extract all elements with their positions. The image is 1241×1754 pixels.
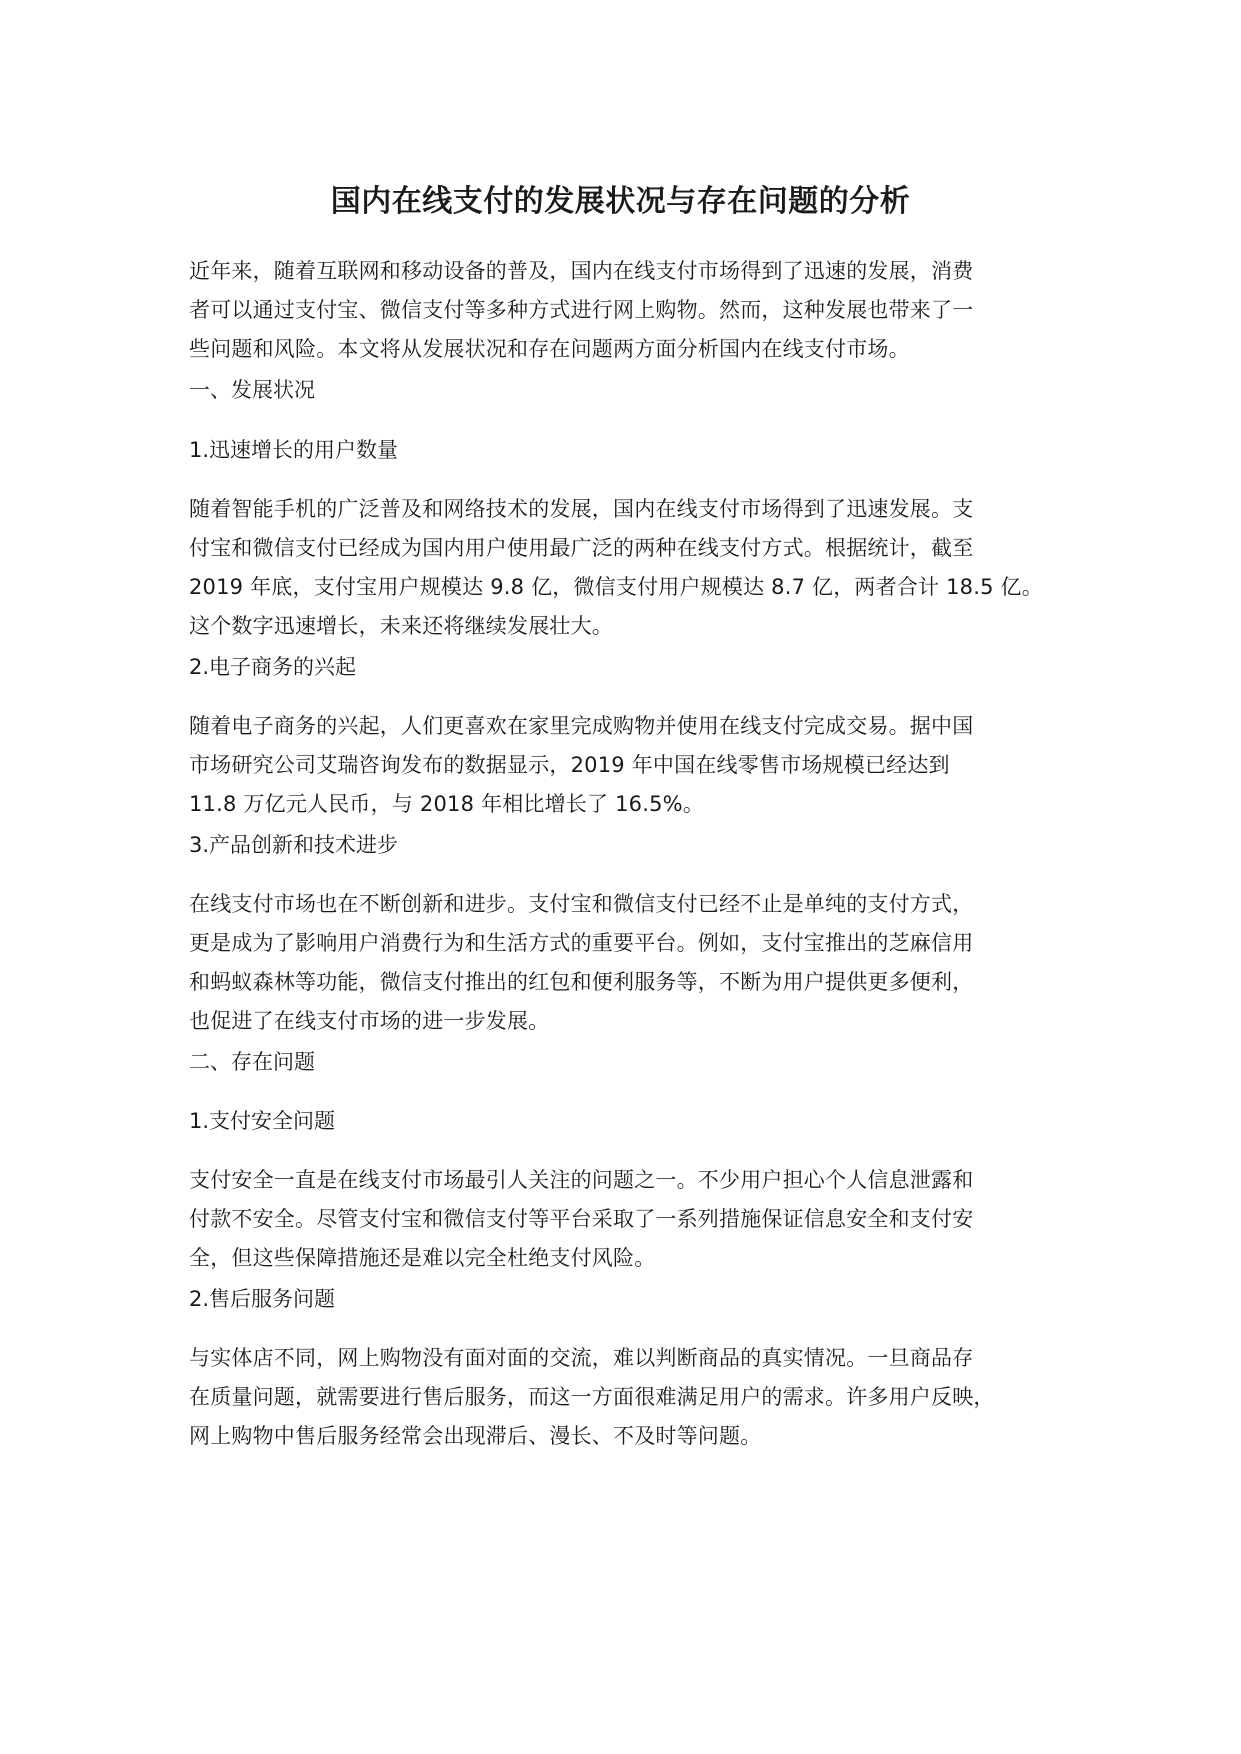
section-heading-problems: 二、存在问题 [189,1050,315,1074]
section-heading-development: 一、发展状况 [189,378,315,402]
text-line: 随着电子商务的兴起，人们更喜欢在家里完成购物并使用在线支付完成交易。据中国 [189,714,974,738]
paragraph-user-growth [189,490,1089,646]
paragraph-ecommerce [189,707,1089,824]
text-line: 市场研究公司艾瑞咨询发布的数据显示，2019 年中国在线零售市场规模已经达到 [189,753,950,777]
paragraph-security [189,1161,1089,1278]
subsection-heading-user-growth: 1.迅速增长的用户数量 [189,438,399,462]
text-line: 与实体店不同，网上购物没有面对面的交流，难以判断商品的真实情况。一旦商品存 [189,1346,974,1370]
paragraph-innovation [189,885,1089,1041]
text-line: 和蚂蚁森林等功能，微信支付推出的红包和便利服务等，不断为用户提供更多便利， [189,970,974,994]
text-line: 全，但这些保障措施还是难以完全杜绝支付风险。 [189,1246,656,1270]
subsection-heading-security: 1.支付安全问题 [189,1109,336,1133]
subsection-heading-ecommerce: 2.电子商务的兴起 [189,655,357,679]
text-line: 近年来，随着互联网和移动设备的普及，国内在线支付市场得到了迅速的发展，消费 [189,259,974,283]
text-line: 也促进了在线支付市场的进一步发展。 [189,1009,550,1033]
text-line: 随着智能手机的广泛普及和网络技术的发展，国内在线支付市场得到了迅速发展。支 [189,497,974,521]
text-line: 些问题和风险。本文将从发展状况和存在问题两方面分析国内在线支付市场。 [189,337,910,361]
text-line: 网上购物中售后服务经常会出现滞后、漫长、不及时等问题。 [189,1424,762,1448]
subsection-heading-innovation: 3.产品创新和技术进步 [189,833,399,857]
text-line: 这个数字迅速增长，未来还将继续发展壮大。 [189,614,613,638]
document-title: 国内在线支付的发展状况与存在问题的分析 [330,184,911,219]
paragraph-after-sales [189,1339,1089,1456]
text-line: 2019 年底，支付宝用户规模达 9.8 亿，微信支付用户规模达 8.7 亿，两者合计 18.5 亿。 [189,575,1043,599]
intro-paragraph [189,252,1089,369]
text-line: 11.8 万亿元人民币，与 2018 年相比增长了 16.5%。 [189,792,705,816]
text-line: 付宝和微信支付已经成为国内用户使用最广泛的两种在线支付方式。根据统计，截至 [189,536,974,560]
text-line: 在质量问题，就需要进行售后服务，而这一方面很难满足用户的需求。许多用户反映， [189,1385,995,1409]
text-line: 者可以通过支付宝、微信支付等多种方式进行网上购物。然而，这种发展也带来了一 [189,298,974,322]
subsection-heading-after-sales: 2.售后服务问题 [189,1287,336,1311]
text-line: 支付安全一直是在线支付市场最引人关注的问题之一。不少用户担心个人信息泄露和 [189,1168,974,1192]
text-line: 在线支付市场也在不断创新和进步。支付宝和微信支付已经不止是单纯的支付方式， [189,892,974,916]
text-line: 更是成为了影响用户消费行为和生活方式的重要平台。例如，支付宝推出的芝麻信用 [189,931,974,955]
text-line: 付款不安全。尽管支付宝和微信支付等平台采取了一系列措施保证信息安全和支付安 [189,1207,974,1231]
